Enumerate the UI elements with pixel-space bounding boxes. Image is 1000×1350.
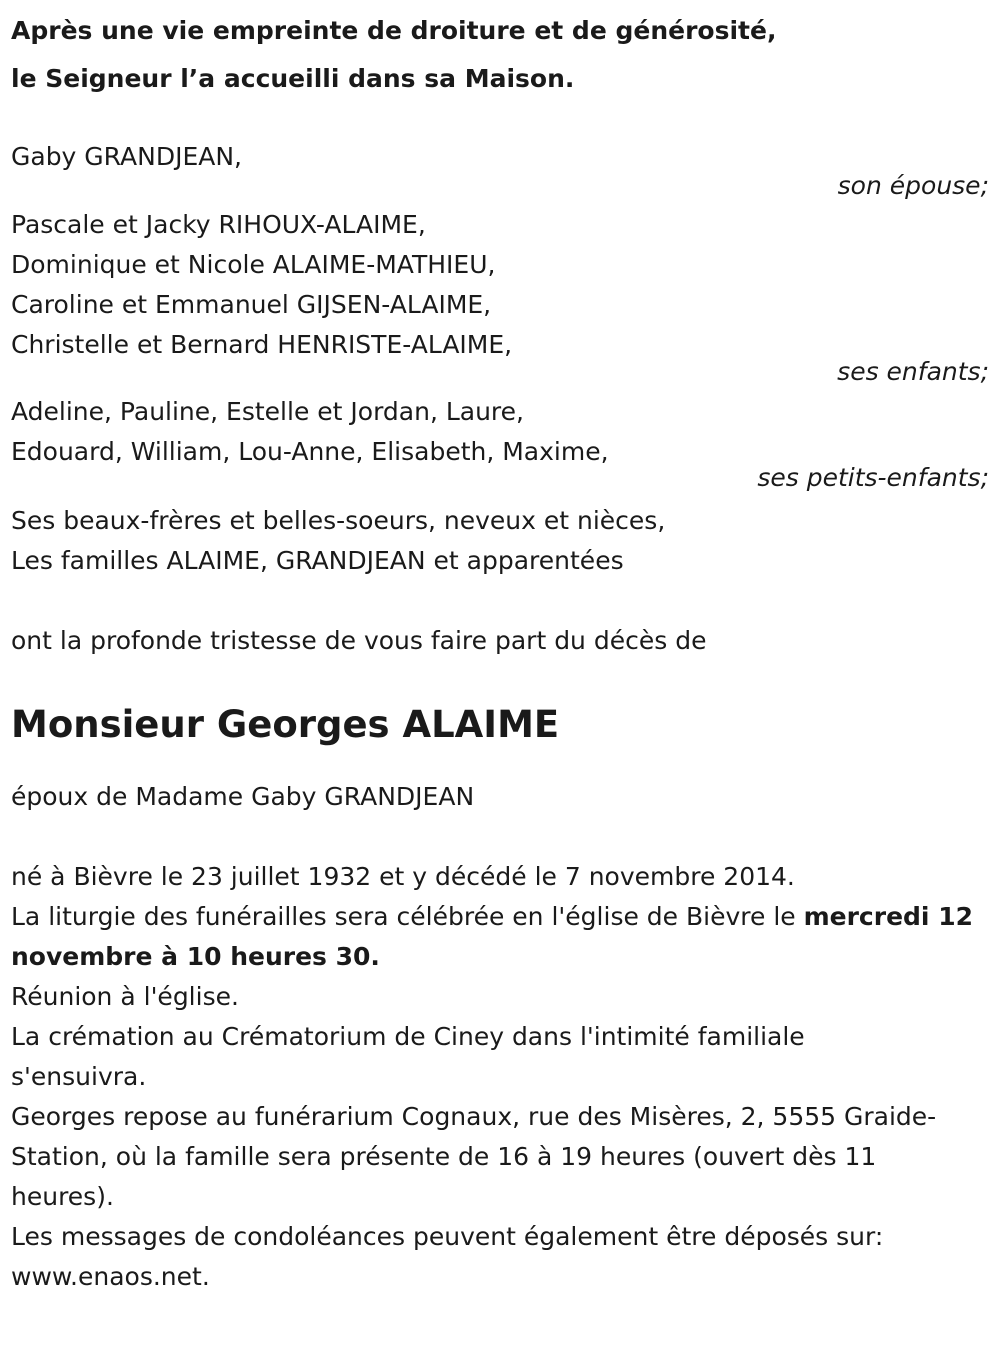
grandchild-names: Adeline, Pauline, Estelle et Jordan, Laure, — [11, 397, 524, 426]
family-list — [11, 137, 991, 581]
intro-line-2: le Seigneur l’a accueilli dans sa Maison. — [11, 64, 575, 93]
spouse-group — [11, 137, 991, 201]
birth-death-dates: né à Bièvre le 23 juillet 1932 et y décédé le 7 novembre 2014. — [11, 862, 795, 891]
intro-line-1: Après une vie empreinte de droiture et de générosité, — [11, 16, 777, 45]
obituary-notice — [11, 7, 991, 1297]
intro-text — [11, 7, 991, 103]
announcement-text: ont la profonde tristesse de vous faire part du décès de — [11, 626, 707, 655]
grandchild-names: Edouard, William, Lou-Anne, Elisabeth, Maxime, — [11, 437, 609, 466]
children-group — [11, 205, 991, 387]
liturgy-date: mercredi 12 novembre à 10 heures 30. — [11, 902, 973, 971]
meeting-info: Réunion à l'église. — [11, 982, 239, 1011]
child-name: Christelle et Bernard HENRISTE-ALAIME, — [11, 330, 513, 359]
deceased-spouse: époux de Madame Gaby GRANDJEAN — [11, 782, 475, 811]
cremation-info: La crémation au Crématorium de Ciney dans l'intimité familiale s'ensuivra. — [11, 1022, 805, 1091]
repose-info: Georges repose au funérarium Cognaux, rue des Misères, 2, 5555 Graide-Station, où la famille sera présente de 16 à 19 heures (ouvert dès 11 heures). — [11, 1102, 937, 1211]
other-relatives — [11, 501, 991, 581]
liturgy-info — [11, 897, 986, 977]
child-name: Caroline et Emmanuel GIJSEN-ALAIME, — [11, 290, 492, 319]
condolences-info: Les messages de condoléances peuvent également être déposés sur: www.enaos.net. — [11, 1222, 884, 1291]
children-role: ses enfants; — [837, 357, 989, 386]
relatives-line: Les familles ALAIME, GRANDJEAN et apparentées — [11, 546, 624, 575]
deceased-name: Monsieur Georges ALAIME — [11, 703, 560, 746]
spouse-name: Gaby GRANDJEAN, — [11, 142, 243, 171]
child-name: Dominique et Nicole ALAIME-MATHIEU, — [11, 250, 496, 279]
relatives-line: Ses beaux-frères et belles-soeurs, neveux et nièces, — [11, 506, 666, 535]
grandchildren-group — [11, 392, 991, 493]
funeral-details — [11, 857, 991, 1297]
child-name: Pascale et Jacky RIHOUX-ALAIME, — [11, 210, 426, 239]
liturgy-text: La liturgie des funérailles sera célébrée en l'église de Bièvre le — [11, 902, 804, 931]
grandchildren-role: ses petits-enfants; — [757, 463, 989, 492]
spouse-role: son épouse; — [837, 171, 989, 200]
